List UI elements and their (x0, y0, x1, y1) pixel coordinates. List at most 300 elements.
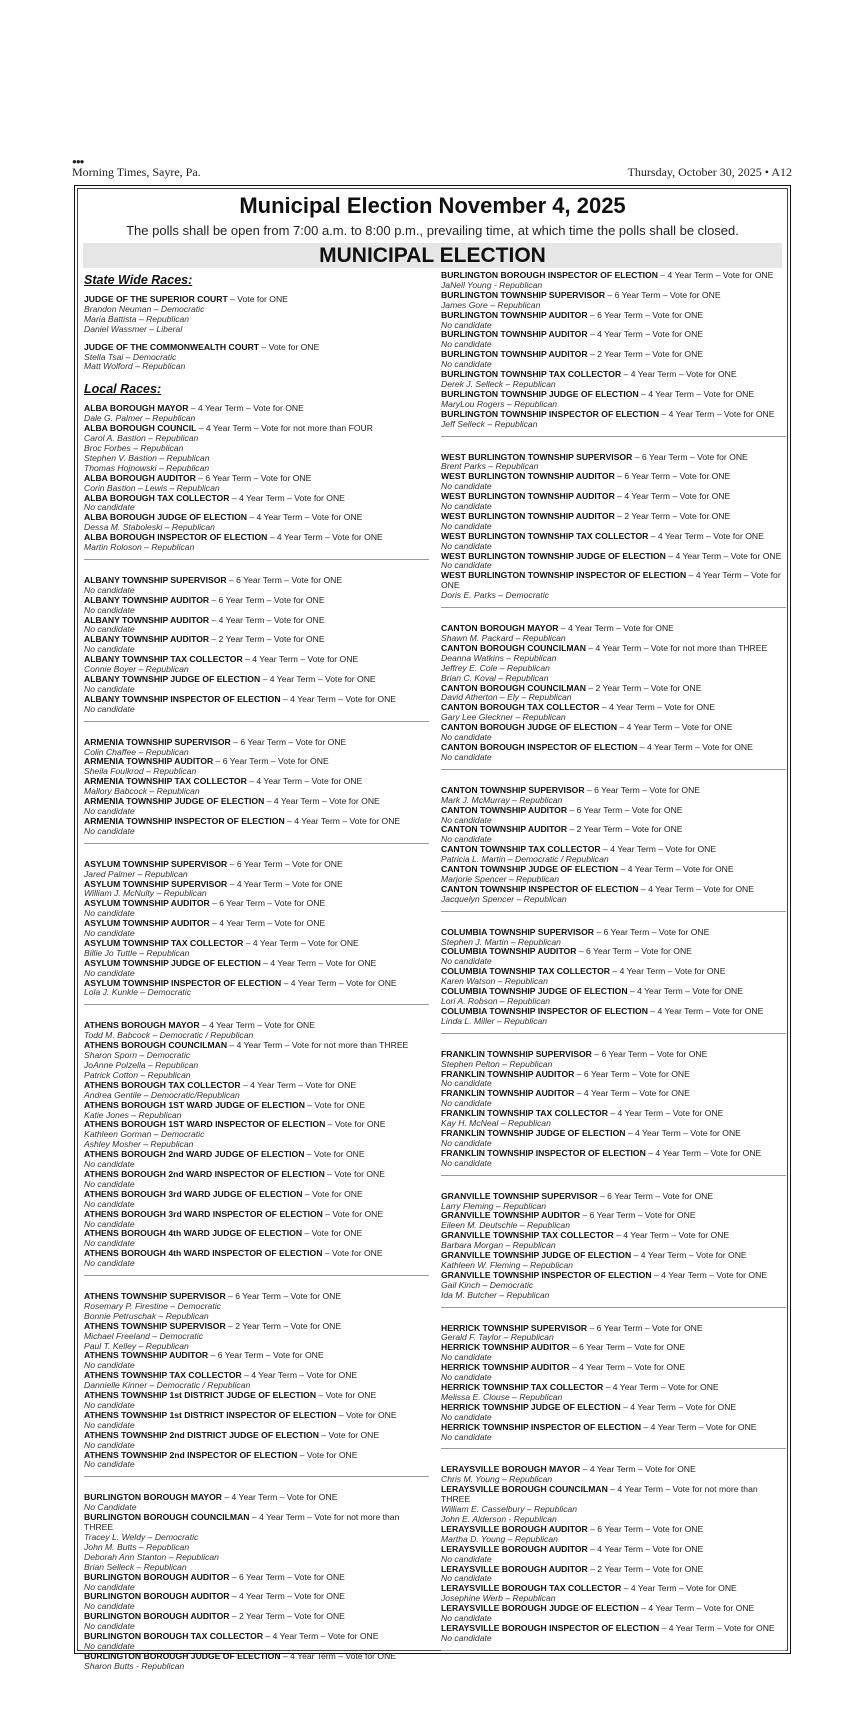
race-term: – 4 Year Term – Vote for ONE (600, 844, 717, 855)
divider (441, 911, 786, 912)
race-term: – 6 Year Term – Vote for ONE (605, 289, 721, 300)
race-term: – 4 Year Term – Vote for ONE (651, 1269, 768, 1280)
race-term: – 6 Year Term – Vote for ONE (569, 1342, 686, 1353)
race-entry (441, 1604, 786, 1614)
race-term: – 6 Year Term – Vote for ONE (597, 1190, 714, 1201)
race-office: FRANKLIN TOWNSHIP AUDITOR (441, 1068, 575, 1079)
race-office: ALBA BOROUGH INSPECTOR OF ELECTION (84, 532, 268, 543)
candidate: No candidate (441, 732, 492, 743)
race-office: ATHENS BOROUGH 4th WARD JUDGE OF ELECTION (84, 1228, 303, 1239)
candidate: Daniel Wassmer – Liberal (84, 323, 183, 334)
race-term: – 6 Year Term – Vote for ONE (587, 309, 704, 320)
candidate: JaNell Young - Republican (441, 279, 543, 290)
race-office: ASYLUM TOWNSHIP JUDGE OF ELECTION (84, 957, 261, 968)
masthead (72, 157, 792, 181)
race-term: – 4 Year Term – Vote for ONE (280, 1650, 397, 1661)
race-term: – 6 Year Term – Vote for ONE (591, 1048, 708, 1059)
candidate: No candidate (441, 1573, 492, 1584)
candidate: Chris M. Young – Republican (441, 1474, 553, 1485)
candidate: No candidate (441, 1553, 492, 1564)
candidate: Ashley Mosher – Republican (84, 1139, 194, 1150)
candidate: Todd M. Babcock – Democratic / Republican (84, 1030, 254, 1041)
race-term: – 4 Year Term – Vote for ONE (587, 1543, 704, 1554)
candidate: No candidate (441, 1137, 492, 1148)
race-term: – Vote for ONE (259, 341, 320, 352)
race-entry (441, 571, 786, 591)
candidate: Stella Tsai – Democratic (84, 351, 177, 362)
race-term: – 4 Year Term – Vote for not more than THREE (227, 1040, 409, 1051)
race-term: – 2 Year Term – Vote for ONE (587, 349, 704, 360)
race-term: – Vote for ONE (325, 1119, 386, 1130)
candidate: Sharon Butts - Republican (84, 1660, 185, 1671)
race-entry (84, 1411, 429, 1421)
race-office: LERAYSVILLE BOROUGH AUDITOR (441, 1523, 588, 1534)
candidate: No candidate (441, 834, 492, 845)
race-term: – Vote for ONE (322, 1248, 383, 1259)
race-office: FRANKLIN TOWNSHIP TAX COLLECTOR (441, 1108, 608, 1119)
race-entry (441, 1070, 786, 1080)
race-term: – 6 Year Term – Vote for ONE (229, 1571, 345, 1582)
race-entry (84, 1632, 429, 1642)
race-term: – 6 Year Term – Vote for ONE (584, 784, 701, 795)
race-office: BURLINGTON TOWNSHIP JUDGE OF ELECTION (441, 388, 639, 399)
race-term: – 6 Year Term – Vote for ONE (230, 736, 347, 747)
notice-title: Municipal Election November 4, 2025 (239, 193, 626, 218)
candidate: No candidate (84, 1238, 135, 1249)
race-term: – 4 Year Term – Vote for ONE (599, 702, 715, 713)
race-office: GRANVILLE TOWNSHIP SUPERVISOR (441, 1190, 598, 1201)
divider (441, 1033, 786, 1034)
race-term: – 4 Year Term – Vote for ONE (631, 1250, 747, 1261)
race-office: BURLINGTON BOROUGH AUDITOR (84, 1611, 230, 1622)
race-office: BURLINGTON BOROUGH AUDITOR (84, 1571, 230, 1582)
race-term: – Vote for ONE (318, 1429, 380, 1440)
divider (441, 1448, 786, 1449)
race-term: – 4 Year Term – Vote for ONE (621, 369, 737, 380)
candidate: No candidate (441, 1078, 492, 1089)
candidate: Karen Watson – Republican (441, 976, 548, 987)
race-entry (441, 947, 786, 957)
race-entry (84, 494, 429, 504)
race-term: – 4 Year Term – Vote for ONE (637, 741, 753, 752)
race-term: – 6 Year Term – Vote for ONE (227, 858, 343, 869)
candidate: Carol A. Bastion – Republican (84, 433, 199, 444)
candidate: No candidate (441, 1613, 492, 1624)
race-office: ATHENS BOROUGH MAYOR (84, 1020, 200, 1031)
candidate: No candidate (441, 1372, 492, 1383)
race-term: – Vote for ONE (316, 1390, 377, 1401)
candidate: No candidate (84, 1640, 135, 1651)
race-office: ATHENS BOROUGH 2nd WARD INSPECTOR OF ELECTION (84, 1168, 325, 1179)
race-office: WEST BURLINGTON TOWNSHIP AUDITOR (441, 510, 615, 521)
race-office: FRANKLIN TOWNSHIP AUDITOR (441, 1088, 575, 1099)
candidate: No candidate (84, 683, 135, 694)
race-term: – 2 Year Term – Vote for ONE (225, 1320, 342, 1331)
candidate: Paul T. Kelley – Republican (84, 1340, 189, 1351)
race-term: – 4 Year Term – Vote for ONE (665, 550, 782, 561)
divider (84, 843, 429, 844)
race-entry (441, 311, 786, 321)
race-term: – 4 Year Term – Vote for ONE (209, 918, 326, 929)
race-office: LERAYSVILLE BOROUGH JUDGE OF ELECTION (441, 1603, 639, 1614)
race-term: – 4 Year Term – Vote for ONE (587, 329, 704, 340)
candidate: James Gore – Republican (441, 299, 541, 310)
candidate: Jeff Selleck – Republican (441, 418, 538, 429)
candidate: Patrick Cotton – Republican (84, 1069, 191, 1080)
candidate: Colin Chaffee – Republican (84, 746, 189, 757)
candidate: Gail Kinch – Democratic (441, 1279, 534, 1290)
race-entry (441, 330, 786, 340)
candidate: No candidate (84, 1360, 135, 1371)
candidate: Larry Fleming – Republican (441, 1200, 547, 1211)
race-entry (441, 1403, 786, 1413)
race-office: ARMENIA TOWNSHIP JUDGE OF ELECTION (84, 796, 265, 807)
race-term: – 6 Year Term – Vote for ONE (632, 451, 748, 462)
race-office: CANTON TOWNSHIP SUPERVISOR (441, 784, 585, 795)
race-office: BURLINGTON BOROUGH MAYOR (84, 1492, 222, 1503)
divider (441, 769, 786, 770)
race-office: WEST BURLINGTON TOWNSHIP JUDGE OF ELECTION (441, 550, 666, 561)
candidate: No candidate (84, 908, 135, 919)
divider (441, 607, 786, 608)
race-entry (84, 1592, 429, 1602)
race-office: ATHENS TOWNSHIP SUPERVISOR (84, 1291, 226, 1302)
candidate: Bonnie Petruschak – Republican (84, 1310, 209, 1321)
candidate: No candidate (84, 928, 135, 939)
race-term: – Vote for ONE (304, 1149, 365, 1160)
race-office: COLUMBIA TOWNSHIP AUDITOR (441, 946, 577, 957)
candidate: Deborah Ann Stanton – Republican (84, 1551, 219, 1562)
race-entry (441, 1129, 786, 1139)
race-entry (84, 1150, 429, 1160)
race-entry (441, 723, 786, 733)
race-term: – 4 Year Term – Vote for ONE (574, 1088, 690, 1099)
candidate: No candidate (441, 560, 492, 571)
candidate: Andrea Gentile – Democratic/Republican (84, 1089, 240, 1100)
section-band: MUNICIPAL ELECTION (83, 243, 782, 268)
race-office: HERRICK TOWNSHIP JUDGE OF ELECTION (441, 1401, 621, 1412)
candidate: Brandon Neuman – Democratic (84, 303, 205, 314)
race-term: – 6 Year Term – Vote for ONE (213, 756, 329, 767)
candidate: Sheila Foulkrod – Republican (84, 766, 197, 777)
race-office: ASYLUM TOWNSHIP AUDITOR (84, 898, 210, 909)
race-entry (84, 596, 429, 606)
race-office: BURLINGTON TOWNSHIP AUDITOR (441, 329, 588, 340)
candidate: No candidate (84, 825, 135, 836)
candidate: Lori A. Robson – Republican (441, 996, 551, 1006)
race-entry (84, 899, 429, 909)
candidate: Ida M. Butcher – Republican (441, 1289, 550, 1300)
race-term: – 6 Year Term – Vote for ONE (593, 926, 710, 937)
race-term: – 6 Year Term – Vote for ONE (580, 1210, 696, 1221)
race-office: GRANVILLE TOWNSHIP JUDGE OF ELECTION (441, 1250, 632, 1261)
masthead-ornament: ●●● (72, 157, 84, 166)
race-term: – 6 Year Term – Vote for ONE (567, 804, 683, 815)
race-entry (84, 1573, 429, 1583)
race-office: ATHENS BOROUGH 4th WARD INSPECTOR OF ELECTION (84, 1248, 323, 1259)
candidate: No candidate (84, 1419, 135, 1430)
candidate: No candidate (84, 1178, 135, 1189)
race-term: – 4 Year Term – Vote for ONE (610, 966, 726, 977)
race-office: LERAYSVILLE BOROUGH AUDITOR (441, 1563, 588, 1574)
race-entry (441, 825, 786, 835)
race-office: COLUMBIA TOWNSHIP SUPERVISOR (441, 926, 594, 937)
candidate: Gerald F. Taylor – Republican (441, 1332, 554, 1343)
candidate: No candidate (441, 1431, 492, 1442)
candidate: No candidate (441, 956, 492, 967)
race-office: ARMENIA TOWNSHIP TAX COLLECTOR (84, 776, 247, 787)
candidate: Dale G. Palmer – Republican (84, 413, 196, 424)
race-term: – 6 Year Term – Vote for ONE (209, 594, 325, 605)
race-term: – 4 Year Term – Vote for ONE (659, 408, 775, 419)
race-term: – 4 Year Term – Vote for ONE (618, 864, 734, 875)
candidate: Doris E. Parks – Democratic (441, 590, 549, 601)
candidate: Matt Wolford – Republican (84, 361, 186, 372)
race-office: BURLINGTON TOWNSHIP TAX COLLECTOR (441, 369, 622, 380)
candidate: Brian Selleck – Republican (84, 1561, 187, 1572)
candidate: No candidate (84, 624, 135, 635)
candidate: Shawn M. Packard – Republican (441, 633, 566, 643)
race-entry (84, 1513, 429, 1533)
candidate: No candidate (84, 1459, 135, 1470)
candidate: Rosemary P. Firestine – Democratic (84, 1300, 221, 1311)
race-entry (441, 350, 786, 360)
candidate: No candidate (84, 967, 135, 978)
race-term: – 4 Year Term – Vote for ONE (648, 530, 764, 541)
race-term: – 6 Year Term – Vote for ONE (576, 946, 692, 957)
race-term: – 2 Year Term – Vote for ONE (567, 824, 683, 835)
race-entry (84, 1431, 429, 1441)
race-entry (441, 1149, 786, 1159)
race-office: CANTON BOROUGH INSPECTOR OF ELECTION (441, 741, 638, 752)
race-office: ALBANY TOWNSHIP AUDITOR (84, 614, 210, 625)
race-term: – 4 Year Term – Vote for ONE (260, 674, 376, 684)
candidate: Jared Palmer – Republican (84, 868, 188, 879)
race-term: – 6 Year Term – Vote for ONE (614, 471, 731, 482)
spacer (84, 372, 429, 380)
candidate: William E. Casselbury – Republican (441, 1504, 578, 1515)
candidate: No candidate (84, 1198, 135, 1209)
race-entry (84, 635, 429, 645)
candidate: No candidate (441, 319, 492, 330)
race-term: – 2 Year Term – Vote for ONE (614, 510, 731, 521)
candidate: No candidate (441, 1632, 492, 1643)
race-term: – Vote for ONE (302, 1188, 363, 1199)
race-office: ATHENS BOROUGH COUNCILMAN (84, 1040, 228, 1051)
race-office: ASYLUM TOWNSHIP SUPERVISOR (84, 858, 228, 869)
race-entry (441, 1192, 786, 1202)
race-term: – 2 Year Term – Vote for ONE (585, 682, 702, 693)
race-term: – 4 Year Term – Vote for ONE (260, 957, 377, 968)
race-office: ATHENS TOWNSHIP 1st DISTRICT JUDGE OF ELECTION (84, 1390, 317, 1401)
race-entry (441, 552, 786, 562)
race-term: – 4 Year Term – Vote for ONE (441, 570, 781, 591)
candidate: Kathleen Gorman – Democratic (84, 1129, 205, 1140)
race-office: WEST BURLINGTON TOWNSHIP AUDITOR (441, 491, 615, 502)
race-office: WEST BURLINGTON TOWNSHIP AUDITOR (441, 471, 615, 482)
candidate: Billie Jo Tuttle – Republican (84, 947, 190, 958)
race-office: ALBANY TOWNSHIP AUDITOR (84, 634, 210, 645)
race-term: – 6 Year Term – Vote for ONE (225, 1291, 342, 1302)
race-term: – 4 Year Term – Vote for not more than THREE (585, 642, 768, 653)
race-term: – 6 Year Term – Vote for ONE (587, 1322, 703, 1333)
race-entry (441, 1565, 786, 1575)
candidate: No candidate (84, 1400, 135, 1410)
race-term: – 4 Year Term – Vote for ONE (617, 722, 733, 733)
race-term: – 4 Year Term – Vote for ONE (221, 1492, 338, 1503)
candidate: David Atherton – Ely – Republican (441, 692, 572, 703)
candidate: Broc Forbes – Republican (84, 442, 184, 453)
candidate: No candidate (441, 540, 492, 551)
divider (84, 1004, 429, 1005)
race-office: ARMENIA TOWNSHIP AUDITOR (84, 756, 214, 767)
race-term: – 6 Year Term – Vote for ONE (209, 898, 326, 909)
race-office: ALBANY TOWNSHIP JUDGE OF ELECTION (84, 674, 261, 684)
race-office: ALBANY TOWNSHIP SUPERVISOR (84, 574, 227, 585)
race-entry (441, 492, 786, 502)
race-office: HERRICK TOWNSHIP SUPERVISOR (441, 1322, 588, 1333)
race-term: – 4 Year Term – Vote for ONE (229, 1591, 345, 1602)
race-term: – 4 Year Term – Vote for not more than THREE (441, 1484, 758, 1505)
candidate: Michael Freeland – Democratic (84, 1330, 203, 1341)
race-office: ATHENS BOROUGH TAX COLLECTOR (84, 1079, 241, 1090)
candidate: No candidate (441, 751, 492, 762)
race-office: ATHENS BOROUGH 3rd WARD JUDGE OF ELECTION (84, 1188, 303, 1199)
race-entry (84, 1229, 429, 1239)
candidate: Linda L. Miller – Republican (441, 1015, 548, 1026)
race-entry (84, 1391, 429, 1401)
race-office: CANTON TOWNSHIP INSPECTOR OF ELECTION (441, 883, 639, 894)
race-entry (441, 1363, 786, 1373)
race-term: – 2 Year Term – Vote for ONE (229, 1611, 345, 1622)
race-term: – 4 Year Term – Vote for ONE (614, 491, 731, 502)
race-entry (84, 616, 429, 626)
race-term: – 4 Year Term – Vote for not more than FOUR (196, 423, 373, 434)
candidate: No candidate (441, 501, 492, 512)
race-entry (84, 695, 429, 705)
candidate: Barbara Morgan – Republican (441, 1240, 556, 1251)
race-office: CANTON BOROUGH COUNCILMAN (441, 682, 586, 693)
race-entry (441, 512, 786, 522)
race-office: HERRICK TOWNSHIP AUDITOR (441, 1342, 570, 1353)
race-entry (84, 959, 429, 969)
divider (84, 559, 429, 560)
candidate: MaryLou Rogers – Republican (441, 398, 558, 409)
race-term: – Vote for ONE (324, 1168, 385, 1179)
candidate: Jeffrey E. Cole – Republican (441, 662, 550, 673)
race-office: ATHENS TOWNSHIP 2nd DISTRICT JUDGE OF ELECTION (84, 1429, 319, 1440)
candidate: No candidate (441, 1411, 492, 1422)
race-office: FRANKLIN TOWNSHIP INSPECTOR OF ELECTION (441, 1147, 646, 1158)
race-office: ALBA BOROUGH MAYOR (84, 403, 189, 414)
race-entry (441, 472, 786, 482)
candidate: No candidate (441, 339, 492, 350)
race-office: ASYLUM TOWNSHIP INSPECTOR OF ELECTION (84, 977, 282, 988)
candidate: No candidate (441, 359, 492, 370)
section-heading: State Wide Races: (84, 273, 193, 287)
candidate: No candidate (441, 814, 492, 825)
race-term: – 6 Year Term – Vote for ONE (195, 472, 312, 483)
polls-hours: The polls shall be open from 7:00 a.m. to 8:00 p.m., prevailing time, at which time the polls shall be closed. (126, 223, 739, 238)
race-office: GRANVILLE TOWNSHIP AUDITOR (441, 1210, 581, 1221)
race-term: – 4 Year Term – Vote for ONE (188, 403, 304, 414)
race-term: – 4 Year Term – Vote for ONE (569, 1362, 686, 1373)
candidate: Kathleen W. Fleming – Republican (441, 1259, 573, 1270)
candidate: Mark J. McMurray – Republican (441, 794, 563, 805)
race-office: ATHENS TOWNSHIP SUPERVISOR (84, 1320, 226, 1331)
candidate: Sharon Sporn – Democratic (84, 1050, 191, 1061)
race-term: – 6 Year Term – Vote for ONE (574, 1068, 690, 1079)
race-term: – 4 Year Term – Vote for ONE (199, 1020, 315, 1031)
race-office: BURLINGTON TOWNSHIP AUDITOR (441, 309, 588, 320)
race-office: ATHENS BOROUGH 2nd WARD JUDGE OF ELECTION (84, 1149, 305, 1160)
candidate: No candidate (84, 1581, 135, 1592)
race-entry (441, 1343, 786, 1353)
race-entry (84, 1451, 429, 1461)
divider (84, 1476, 429, 1477)
race-term: – 4 Year Term – Vote for ONE (638, 883, 754, 894)
race-term: – Vote for ONE (304, 1099, 366, 1110)
race-term: – 4 Year Term – Vote for ONE (647, 1005, 764, 1016)
race-term: – Vote for ONE (302, 1228, 363, 1239)
divider (84, 721, 429, 722)
notice-frame (74, 185, 791, 1671)
race-entry (84, 1170, 429, 1180)
race-office: ASYLUM TOWNSHIP TAX COLLECTOR (84, 937, 244, 948)
candidate: No candidate (84, 502, 135, 513)
race-term: – 4 Year Term – Vote for ONE (227, 878, 343, 889)
race-entry (441, 743, 786, 753)
candidate: Brian C. Koval – Republican (441, 672, 549, 683)
candidate: Eileen M. Deutschle – Republican (441, 1220, 570, 1231)
candidate: No candidate (441, 1352, 492, 1363)
race-term: – 4 Year Term – Vote for ONE (638, 1603, 755, 1614)
race-term: – 4 Year Term – Vote for ONE (613, 1230, 730, 1241)
race-office: ALBA BOROUGH COUNCIL (84, 423, 197, 434)
candidate: Brent Parks – Republican (441, 461, 539, 472)
candidate: Jacquelyn Spencer – Republican (441, 893, 567, 904)
race-term: – 4 Year Term – Vote for ONE (659, 1622, 775, 1633)
race-office: LERAYSVILLE BOROUGH AUDITOR (441, 1543, 588, 1554)
race-office: BURLINGTON BOROUGH INSPECTOR OF ELECTION (441, 270, 658, 280)
race-office: HERRICK TOWNSHIP TAX COLLECTOR (441, 1382, 604, 1392)
race-term: – 2 Year Term – Vote for ONE (587, 1563, 704, 1574)
candidate: No candidate (441, 520, 492, 531)
race-term: – 4 Year Term – Vote for ONE (558, 623, 674, 634)
race-office: WEST BURLINGTON TOWNSHIP SUPERVISOR (441, 451, 633, 462)
race-term: – 4 Year Term – Vote for ONE (267, 532, 383, 543)
race-entry (84, 919, 429, 929)
candidate: Derek J. Selleck – Republican (441, 378, 556, 389)
race-term: – 4 Year Term – Vote for not more than THREE (84, 1512, 400, 1533)
candidate: Melissa E. Clouse – Republican (441, 1391, 563, 1402)
race-office: HERRICK TOWNSHIP INSPECTOR OF ELECTION (441, 1421, 642, 1432)
candidate: No candidate (84, 1218, 135, 1229)
candidate: Stephen Pelton – Republican (441, 1058, 553, 1069)
candidate: No Candidate (84, 1502, 137, 1513)
race-office: ASYLUM TOWNSHIP AUDITOR (84, 918, 210, 929)
race-term: – 4 Year Term – Vote for ONE (264, 796, 380, 807)
race-entry (84, 576, 429, 586)
race-office: JUDGE OF THE SUPERIOR COURT (84, 294, 228, 304)
race-term: – 4 Year Term – Vote for ONE (241, 1370, 358, 1381)
race-term: – 6 Year Term – Vote for ONE (226, 574, 343, 585)
race-term: – 4 Year Term – Vote for ONE (263, 1631, 379, 1642)
candidate: Deanna Watkins – Republican (441, 652, 557, 663)
race-term: – 4 Year Term – Vote for ONE (246, 776, 363, 787)
candidate: No candidate (84, 604, 135, 615)
race-office: BURLINGTON BOROUGH COUNCILMAN (84, 1512, 250, 1523)
